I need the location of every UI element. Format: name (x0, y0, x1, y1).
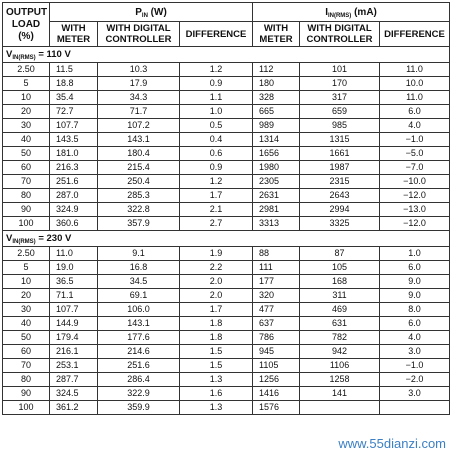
table-row (3, 373, 450, 387)
table-body (3, 47, 450, 415)
iin-difference-cell: −12.0 (380, 217, 450, 231)
iin-meter-header (253, 22, 300, 47)
iin-digital-cell: 2994 (300, 203, 380, 217)
iin-difference-cell: −1.0 (380, 359, 450, 373)
section-header-row (3, 231, 450, 247)
iin-difference-cell: 8.0 (380, 303, 450, 317)
iin-header-prefix: I (325, 6, 328, 18)
output-load-line1: OUTPUT (6, 6, 48, 18)
load-cell: 50 (3, 147, 50, 161)
table-row (3, 119, 450, 133)
pin-difference-cell: 2.7 (180, 217, 253, 231)
iin-meter-cell: 1105 (253, 359, 300, 373)
load-cell: 10 (3, 91, 50, 105)
table-row (3, 331, 450, 345)
table-row (3, 317, 450, 331)
pin-digital-cell: 34.5 (98, 275, 180, 289)
iin-digital-cell: 170 (300, 77, 380, 91)
iin-digital-cell: 3325 (300, 217, 380, 231)
section-label-sub: IN(RMS) (12, 239, 36, 245)
iin-difference-cell (380, 401, 450, 415)
iin-meter-cell: 1980 (253, 161, 300, 175)
pin-digital-cell: 71.7 (98, 105, 180, 119)
iin-difference-cell: 6.0 (380, 317, 450, 331)
pin-meter-cell: 287.7 (50, 373, 98, 387)
iin-digital-cell: 2643 (300, 189, 380, 203)
pin-difference-cell: 2.2 (180, 261, 253, 275)
pin-difference-cell: 1.2 (180, 63, 253, 77)
pin-digital-header (98, 22, 180, 47)
output-load-line3: (%) (18, 30, 34, 42)
pin-digital-cell: 251.6 (98, 359, 180, 373)
load-cell: 70 (3, 359, 50, 373)
pin-meter-cell: 19.0 (50, 261, 98, 275)
pin-digital-cell: 34.3 (98, 91, 180, 105)
pin-digital-cell: 16.8 (98, 261, 180, 275)
iin-difference-cell: 11.0 (380, 91, 450, 105)
iin-meter-cell: 2305 (253, 175, 300, 189)
iin-difference-cell: 10.0 (380, 77, 450, 91)
iin-difference-cell: 3.0 (380, 387, 450, 401)
table-row (3, 345, 450, 359)
pin-meter-cell: 181.0 (50, 147, 98, 161)
iin-meter-cell: 1256 (253, 373, 300, 387)
output-load-line2: LOAD (11, 18, 41, 30)
table-row (3, 203, 450, 217)
iin-digital-cell: 1661 (300, 147, 380, 161)
iin-difference-cell: 4.0 (380, 119, 450, 133)
pin-difference-cell: 0.5 (180, 119, 253, 133)
pin-difference-cell: 0.9 (180, 77, 253, 91)
iin-digital-cell: 2315 (300, 175, 380, 189)
table-row (3, 359, 450, 373)
pin-meter-cell: 72.7 (50, 105, 98, 119)
section-label-sub: IN(RMS) (12, 55, 36, 61)
pin-digital-cell: 286.4 (98, 373, 180, 387)
iin-meter-cell: 112 (253, 63, 300, 77)
iin-meter-cell: 989 (253, 119, 300, 133)
table-row (3, 77, 450, 91)
iin-digital-line2: CONTROLLER (306, 34, 373, 45)
section-label (3, 231, 450, 247)
pin-difference-cell: 1.8 (180, 317, 253, 331)
iin-digital-cell: 985 (300, 119, 380, 133)
iin-meter-cell: 2981 (253, 203, 300, 217)
pin-meter-cell: 35.4 (50, 91, 98, 105)
load-cell: 80 (3, 189, 50, 203)
pin-meter-cell: 324.9 (50, 203, 98, 217)
watermark: www.55dianzi.com (338, 436, 446, 451)
load-cell: 60 (3, 345, 50, 359)
iin-digital-cell: 782 (300, 331, 380, 345)
pin-meter-line2: METER (56, 34, 91, 45)
iin-difference-cell: 3.0 (380, 345, 450, 359)
load-cell: 90 (3, 203, 50, 217)
iin-difference-cell: −1.0 (380, 133, 450, 147)
pin-meter-cell: 144.9 (50, 317, 98, 331)
iin-digital-cell: 311 (300, 289, 380, 303)
iin-meter-cell: 88 (253, 247, 300, 261)
iin-difference-cell: 9.0 (380, 275, 450, 289)
section-header-row (3, 47, 450, 63)
section-label-value: = 230 V (35, 233, 72, 244)
load-cell: 5 (3, 261, 50, 275)
pin-meter-cell: 287.0 (50, 189, 98, 203)
pin-meter-cell: 107.7 (50, 303, 98, 317)
iin-digital-cell: 659 (300, 105, 380, 119)
iin-difference-cell: −13.0 (380, 203, 450, 217)
load-cell: 80 (3, 373, 50, 387)
comparison-table (2, 2, 450, 415)
load-cell: 20 (3, 289, 50, 303)
pin-digital-line2: CONTROLLER (105, 34, 172, 45)
load-cell: 40 (3, 317, 50, 331)
pin-meter-cell: 107.7 (50, 119, 98, 133)
pin-digital-cell: 69.1 (98, 289, 180, 303)
load-cell: 10 (3, 275, 50, 289)
iin-meter-cell: 320 (253, 289, 300, 303)
pin-header-prefix: P (135, 6, 142, 18)
iin-difference-cell: 11.0 (380, 63, 450, 77)
pin-meter-cell: 360.6 (50, 217, 98, 231)
pin-difference-cell: 1.5 (180, 359, 253, 373)
pin-digital-cell: 143.1 (98, 317, 180, 331)
iin-digital-cell: 942 (300, 345, 380, 359)
iin-difference-cell: −12.0 (380, 189, 450, 203)
pin-digital-cell: 250.4 (98, 175, 180, 189)
pin-difference-cell: 2.1 (180, 203, 253, 217)
pin-difference-cell: 0.9 (180, 161, 253, 175)
pin-meter-cell: 179.4 (50, 331, 98, 345)
iin-difference-cell: −10.0 (380, 175, 450, 189)
iin-meter-cell: 177 (253, 275, 300, 289)
pin-meter-cell: 11.0 (50, 247, 98, 261)
section-label (3, 47, 450, 63)
iin-digital-cell: 1106 (300, 359, 380, 373)
pin-difference-cell: 2.0 (180, 289, 253, 303)
pin-meter-cell: 251.6 (50, 175, 98, 189)
load-cell: 100 (3, 401, 50, 415)
table-row (3, 175, 450, 189)
iin-meter-cell: 637 (253, 317, 300, 331)
header-row-top (3, 3, 450, 22)
pin-difference-cell: 0.4 (180, 133, 253, 147)
load-cell: 2.50 (3, 63, 50, 77)
iin-meter-cell: 111 (253, 261, 300, 275)
table-row (3, 147, 450, 161)
pin-difference-cell: 1.9 (180, 247, 253, 261)
table-row (3, 247, 450, 261)
pin-difference-cell: 0.6 (180, 147, 253, 161)
pin-difference-cell: 1.5 (180, 345, 253, 359)
iin-meter-cell: 3313 (253, 217, 300, 231)
section-label-value: = 110 V (35, 49, 71, 60)
iin-digital-cell: 1987 (300, 161, 380, 175)
pin-digital-line1: WITH DIGITAL (106, 23, 171, 34)
pin-difference-cell: 1.1 (180, 91, 253, 105)
section-label-prefix: V (6, 233, 13, 244)
pin-digital-cell: 177.6 (98, 331, 180, 345)
pin-digital-cell: 143.1 (98, 133, 180, 147)
pin-meter-cell: 36.5 (50, 275, 98, 289)
pin-meter-cell: 216.3 (50, 161, 98, 175)
iin-meter-cell: 180 (253, 77, 300, 91)
pin-meter-cell: 361.2 (50, 401, 98, 415)
iin-digital-cell: 87 (300, 247, 380, 261)
load-cell: 2.50 (3, 247, 50, 261)
iin-meter-cell: 1416 (253, 387, 300, 401)
pin-digital-cell: 10.3 (98, 63, 180, 77)
table-row (3, 217, 450, 231)
table-row (3, 133, 450, 147)
iin-header-sub: IN(RMS) (327, 12, 352, 19)
pin-digital-cell: 106.0 (98, 303, 180, 317)
pin-digital-cell: 17.9 (98, 77, 180, 91)
pin-meter-cell: 216.1 (50, 345, 98, 359)
load-cell: 5 (3, 77, 50, 91)
pin-difference-cell: 1.6 (180, 387, 253, 401)
iin-digital-cell: 317 (300, 91, 380, 105)
iin-header-unit: (mA) (351, 6, 377, 18)
table-row (3, 401, 450, 415)
iin-difference-cell: 4.0 (380, 331, 450, 345)
table-row (3, 289, 450, 303)
iin-meter-cell: 945 (253, 345, 300, 359)
pin-meter-cell: 11.5 (50, 63, 98, 77)
iin-digital-cell: 101 (300, 63, 380, 77)
pin-difference-cell: 1.0 (180, 105, 253, 119)
pin-difference-cell: 1.3 (180, 401, 253, 415)
load-cell: 70 (3, 175, 50, 189)
iin-difference-cell: 6.0 (380, 105, 450, 119)
iin-difference-cell: 6.0 (380, 261, 450, 275)
pin-meter-cell: 324.5 (50, 387, 98, 401)
iin-digital-cell: 1315 (300, 133, 380, 147)
iin-digital-cell (300, 401, 380, 415)
table-row (3, 105, 450, 119)
iin-meter-cell: 477 (253, 303, 300, 317)
iin-meter-cell: 328 (253, 91, 300, 105)
pin-difference-cell: 1.3 (180, 373, 253, 387)
table-row (3, 63, 450, 77)
iin-digital-cell: 469 (300, 303, 380, 317)
iin-meter-cell: 665 (253, 105, 300, 119)
load-cell: 30 (3, 119, 50, 133)
iin-digital-header (300, 22, 380, 47)
pin-digital-cell: 180.4 (98, 147, 180, 161)
load-cell: 40 (3, 133, 50, 147)
iin-difference-cell: −5.0 (380, 147, 450, 161)
iin-meter-cell: 1314 (253, 133, 300, 147)
table-row (3, 161, 450, 175)
table-row (3, 303, 450, 317)
iin-meter-cell: 1656 (253, 147, 300, 161)
pin-difference-cell: 1.7 (180, 189, 253, 203)
pin-meter-cell: 71.1 (50, 289, 98, 303)
pin-meter-cell: 143.5 (50, 133, 98, 147)
pin-meter-header (50, 22, 98, 47)
pin-meter-line1: WITH (61, 23, 86, 34)
load-cell: 50 (3, 331, 50, 345)
iin-meter-cell: 786 (253, 331, 300, 345)
header-row-sub (3, 22, 450, 47)
section-label-prefix: V (6, 49, 13, 60)
pin-header (50, 3, 253, 22)
iin-digital-cell: 105 (300, 261, 380, 275)
output-load-header (3, 3, 50, 47)
pin-header-unit: (W) (147, 6, 167, 18)
pin-difference-cell: 1.7 (180, 303, 253, 317)
iin-meter-line2: METER (259, 34, 293, 45)
iin-header (253, 3, 450, 22)
iin-digital-cell: 141 (300, 387, 380, 401)
pin-difference-cell: 2.0 (180, 275, 253, 289)
iin-difference-cell: −7.0 (380, 161, 450, 175)
table-row (3, 387, 450, 401)
iin-difference-header: DIFFERENCE (380, 22, 450, 47)
load-cell: 90 (3, 387, 50, 401)
pin-digital-cell: 107.2 (98, 119, 180, 133)
load-cell: 100 (3, 217, 50, 231)
load-cell: 60 (3, 161, 50, 175)
pin-digital-cell: 9.1 (98, 247, 180, 261)
pin-difference-cell: 1.2 (180, 175, 253, 189)
table-row (3, 189, 450, 203)
iin-digital-line1: WITH DIGITAL (307, 23, 372, 34)
data-table-container (2, 2, 449, 415)
iin-difference-cell: −2.0 (380, 373, 450, 387)
table-row (3, 261, 450, 275)
table-row (3, 275, 450, 289)
load-cell: 30 (3, 303, 50, 317)
iin-digital-cell: 168 (300, 275, 380, 289)
pin-digital-cell: 215.4 (98, 161, 180, 175)
iin-digital-cell: 631 (300, 317, 380, 331)
pin-digital-cell: 322.8 (98, 203, 180, 217)
pin-difference-header: DIFFERENCE (180, 22, 253, 47)
pin-digital-cell: 285.3 (98, 189, 180, 203)
pin-digital-cell: 359.9 (98, 401, 180, 415)
pin-digital-cell: 322.9 (98, 387, 180, 401)
iin-difference-cell: 1.0 (380, 247, 450, 261)
pin-meter-cell: 18.8 (50, 77, 98, 91)
table-row (3, 91, 450, 105)
pin-header-sub: IN (141, 12, 148, 19)
pin-digital-cell: 214.6 (98, 345, 180, 359)
pin-meter-cell: 253.1 (50, 359, 98, 373)
load-cell: 20 (3, 105, 50, 119)
pin-digital-cell: 357.9 (98, 217, 180, 231)
iin-digital-cell: 1258 (300, 373, 380, 387)
iin-meter-line1: WITH (263, 23, 289, 34)
iin-difference-cell: 9.0 (380, 289, 450, 303)
iin-meter-cell: 1576 (253, 401, 300, 415)
pin-difference-cell: 1.8 (180, 331, 253, 345)
iin-meter-cell: 2631 (253, 189, 300, 203)
